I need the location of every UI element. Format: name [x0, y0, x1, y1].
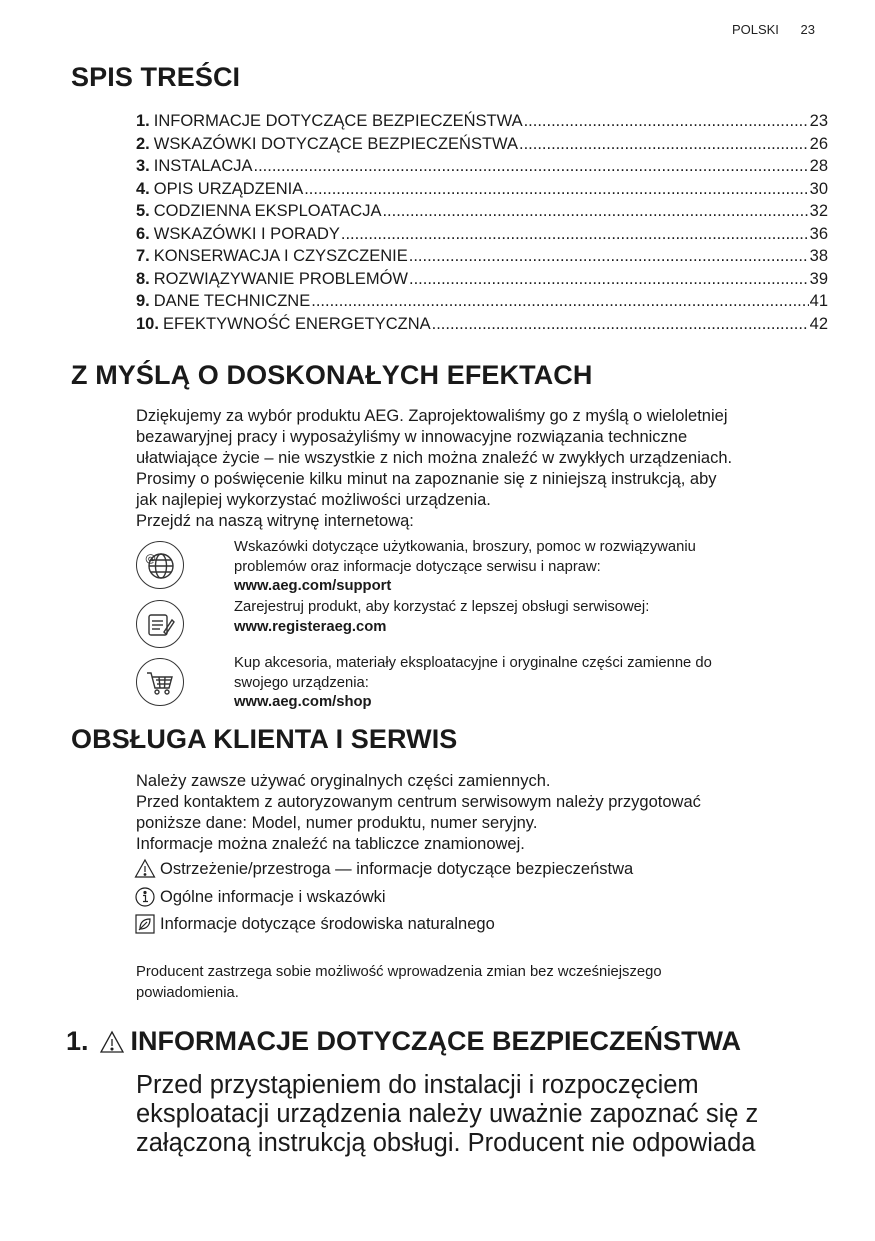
toc-entry[interactable]	[136, 133, 828, 156]
toc-leader	[409, 245, 809, 268]
register-text-line: Zarejestruj produkt, aby korzystać z lepszej obsługi serwisowej:	[234, 599, 650, 615]
support-info	[234, 538, 834, 597]
toc-title: SPIS TREŚCI	[71, 62, 241, 92]
safety-section-heading: INFORMACJE DOTYCZĄCE BEZPIECZEŃSTWA	[130, 1026, 742, 1056]
toc-entry-number: 8.	[136, 269, 150, 288]
toc-entry-number: 10.	[136, 314, 159, 333]
page-number: 23	[800, 22, 815, 37]
service-line: Informacje można znaleźć na tabliczce znamionowej.	[136, 835, 525, 853]
register-icon	[136, 600, 184, 648]
notice-line: Producent zastrzega sobie możliwość wprowadzenia zmian bez wcześniejszego	[136, 964, 662, 980]
toc-entry-number: 7.	[136, 247, 150, 265]
shopping-cart-icon	[136, 658, 184, 706]
register-info	[234, 598, 834, 637]
toc-entry-number: 1.	[136, 112, 150, 130]
toc-leader	[304, 178, 808, 201]
safety-section-number: 1.	[66, 1026, 89, 1056]
toc-entry-number: 5.	[136, 202, 150, 220]
toc-entry[interactable]	[136, 245, 828, 268]
environment-legend-text: Informacje dotyczące środowiska naturalnego	[160, 915, 495, 933]
toc-leader	[524, 110, 809, 133]
toc-entry-page: 23	[809, 112, 828, 130]
shop-text-line: swojego urządzenia:	[234, 674, 369, 691]
toc-entry-page: 41	[809, 292, 828, 310]
toc-entry-page: 42	[809, 314, 828, 333]
info-icon	[134, 886, 156, 908]
toc-entry-page: 30	[809, 179, 828, 198]
intro-line: Prosimy o poświęcenie kilku minut na zapoznanie się z niniejszą instrukcją, aby	[136, 470, 717, 488]
toc-entry-page: 39	[809, 269, 828, 288]
toc-entry-label: DANE TECHNICZNE	[153, 292, 311, 310]
perfect-results-title: Z MYŚLĄ O DOSKONAŁYCH EFEKTACH	[71, 360, 593, 390]
toc-entry-label: ROZWIĄZYWANIE PROBLEMÓW	[153, 269, 408, 288]
intro-line: jak najlepiej wykorzystać możliwości urządzenia.	[136, 491, 491, 509]
globe-icon	[136, 541, 184, 589]
toc-entry-label: CODZIENNA EKSPLOATACJA	[153, 202, 382, 220]
intro-line: Dziękujemy za wybór produktu AEG. Zaprojektowaliśmy go z myślą o wieloletniej	[136, 407, 728, 425]
toc-entry-label: WSKAZÓWKI I PORADY	[153, 224, 340, 243]
toc-entry-number: 6.	[136, 224, 150, 243]
toc-leader	[253, 155, 808, 178]
toc-entry[interactable]	[136, 200, 828, 223]
toc-entry-label: OPIS URZĄDZENIA	[153, 179, 304, 198]
toc-entry-label: EFEKTYWNOŚĆ ENERGETYCZNA	[162, 314, 431, 333]
warning-icon	[99, 1030, 125, 1054]
service-title: OBSŁUGA KLIENTA I SERWIS	[71, 724, 458, 754]
shop-link[interactable]: www.aeg.com/shop	[234, 694, 372, 710]
support-link[interactable]: www.aeg.com/support	[234, 578, 392, 594]
safety-intro-line: eksploatacji urządzenia należy uważnie zapoznać się z	[136, 1100, 759, 1128]
toc-entry-label: WSKAZÓWKI DOTYCZĄCE BEZPIECZEŃSTWA	[153, 134, 519, 153]
toc-entry-page: 32	[809, 202, 828, 220]
table-of-contents	[136, 110, 828, 335]
environment-icon	[134, 913, 156, 935]
toc-entry-label: INSTALACJA	[153, 157, 253, 175]
toc-entry[interactable]	[136, 110, 828, 133]
support-text-line: problemów oraz informacje dotyczące serwisu i napraw:	[234, 558, 601, 575]
info-legend-text: Ogólne informacje i wskazówki	[160, 888, 386, 906]
toc-entry-number: 9.	[136, 292, 150, 310]
toc-leader	[382, 200, 808, 223]
safety-intro-line: załączoną instrukcją obsługi. Producent nie odpowiada	[136, 1129, 756, 1157]
toc-entry-number: 2.	[136, 134, 150, 153]
toc-leader	[409, 268, 809, 291]
page-header	[732, 22, 815, 37]
toc-entry-page: 38	[809, 247, 828, 265]
language-label: POLSKI	[731, 22, 779, 37]
toc-entry-number: 3.	[136, 157, 150, 175]
register-link[interactable]: www.registeraeg.com	[234, 618, 387, 635]
toc-entry-page: 26	[809, 134, 828, 153]
toc-leader	[432, 313, 809, 336]
service-line: Przed kontaktem z autoryzowanym centrum serwisowym należy przygotować	[136, 793, 701, 811]
toc-entry-label: KONSERWACJA I CZYSZCZENIE	[153, 247, 408, 265]
shop-info	[234, 654, 834, 713]
svg-text:@: @	[145, 552, 156, 565]
safety-intro	[136, 1071, 758, 1158]
environment-legend	[134, 913, 495, 935]
toc-entry[interactable]	[136, 155, 828, 178]
toc-entry[interactable]	[136, 268, 828, 291]
service-paragraph	[136, 771, 836, 855]
toc-entry[interactable]	[136, 178, 828, 201]
intro-line: bezawaryjnej pracy i wyposażyliśmy w innowacyjne rozwiązania techniczne	[136, 428, 688, 446]
service-line: poniższe dane: Model, numer produktu, numer seryjny.	[136, 814, 538, 832]
warning-icon	[134, 858, 156, 880]
manufacturer-notice	[136, 962, 662, 1004]
toc-leader	[341, 223, 809, 246]
toc-leader	[311, 290, 808, 313]
safety-section-title	[66, 1026, 741, 1057]
toc-entry-page: 28	[809, 157, 828, 175]
warning-legend	[134, 858, 633, 880]
toc-entry[interactable]	[136, 223, 828, 246]
intro-paragraph	[136, 406, 836, 532]
toc-entry-page: 36	[809, 224, 828, 243]
toc-entry[interactable]	[136, 290, 828, 313]
notice-line: powiadomienia.	[136, 985, 239, 1001]
safety-intro-line: Przed przystąpieniem do instalacji i rozpoczęciem	[136, 1071, 699, 1099]
info-legend	[134, 886, 386, 908]
intro-line: Przejdź na naszą witrynę internetową:	[136, 512, 414, 530]
support-text-line: Wskazówki dotyczące użytkowania, broszury, pomoc w rozwiązywaniu	[234, 539, 696, 555]
intro-line: ułatwiające życie – nie wszystkie z nich można znaleźć w zwykłych urządzeniach.	[136, 449, 733, 467]
service-line: Należy zawsze używać oryginalnych części zamiennych.	[136, 772, 551, 790]
toc-leader	[519, 133, 809, 156]
shop-text-line: Kup akcesoria, materiały eksploatacyjne i oryginalne części zamienne do	[234, 655, 712, 671]
toc-entry[interactable]	[136, 313, 828, 336]
toc-entry-label: INFORMACJE DOTYCZĄCE BEZPIECZEŃSTWA	[153, 112, 523, 130]
warning-legend-text: Ostrzeżenie/przestroga — informacje dotyczące bezpieczeństwa	[160, 860, 634, 878]
toc-entry-number: 4.	[136, 179, 150, 198]
